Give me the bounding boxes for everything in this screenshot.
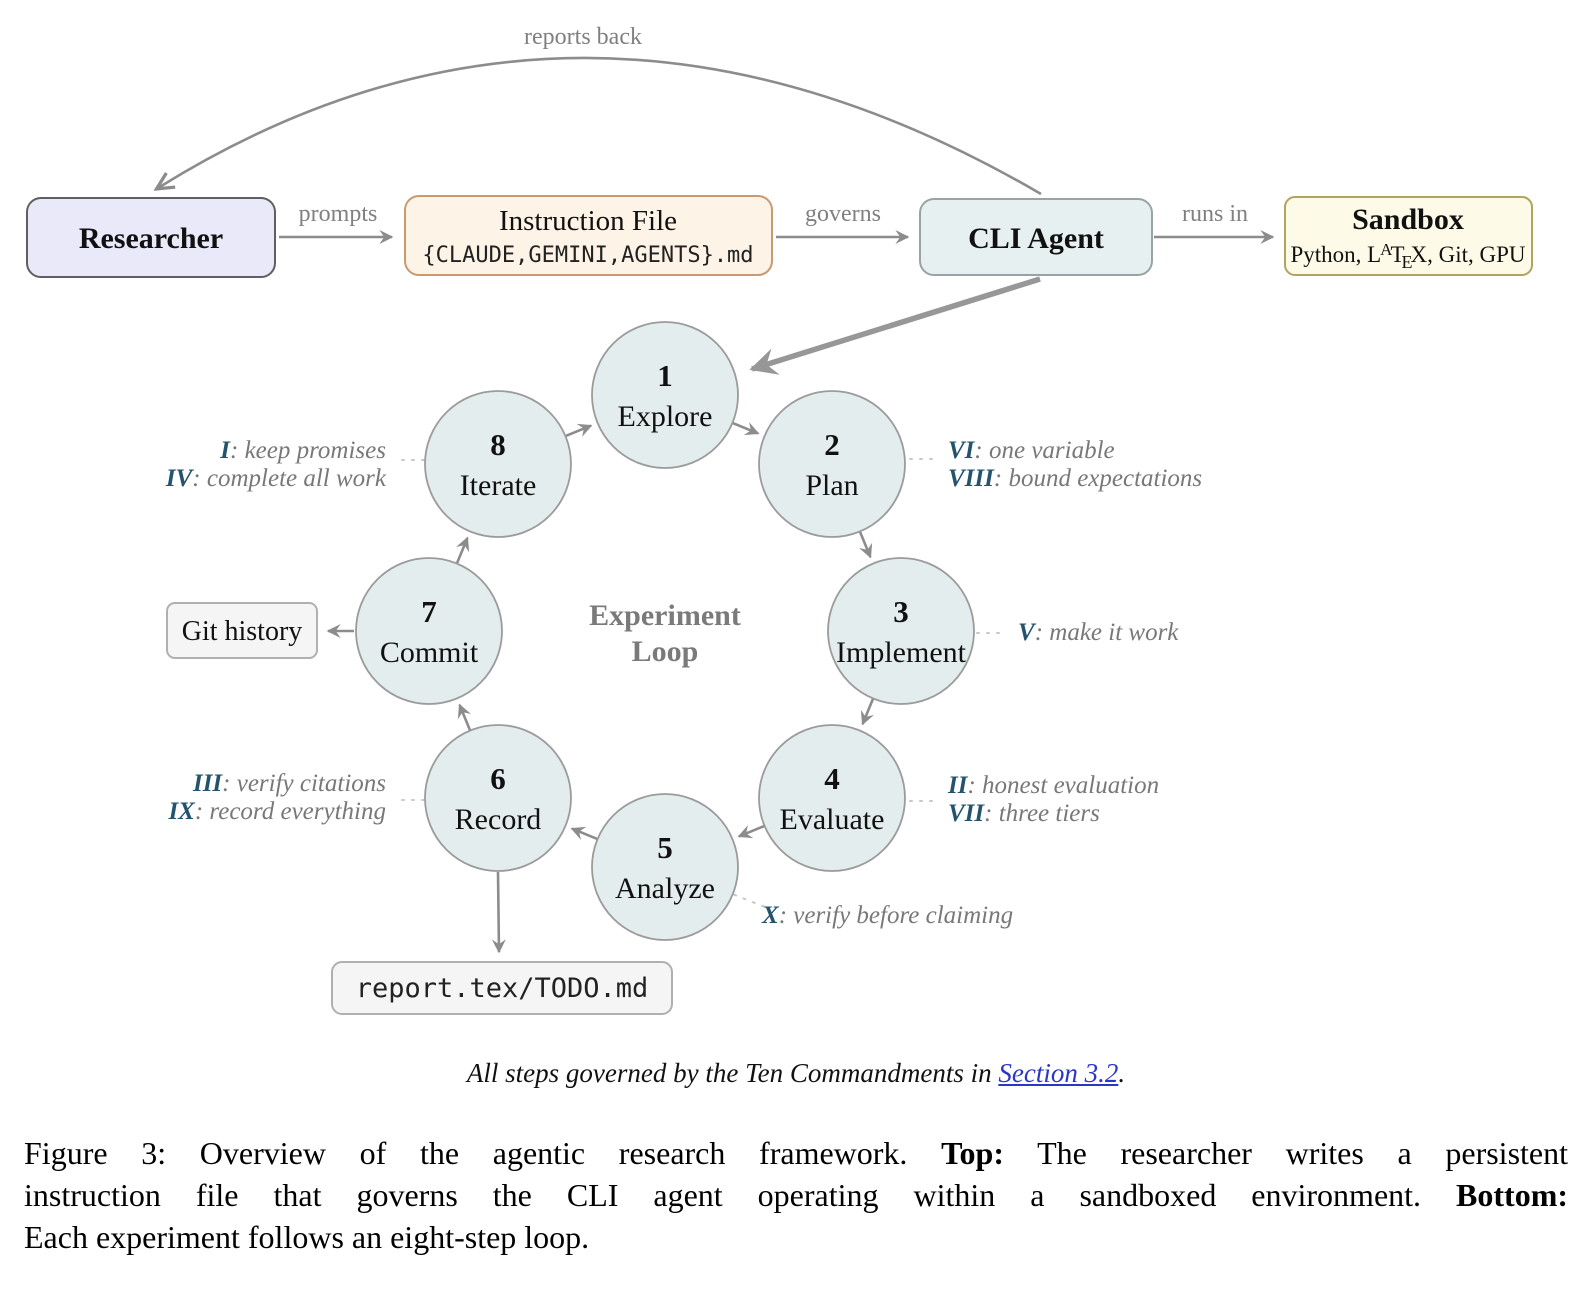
commandments-record [167,770,386,825]
loop-step-evaluate [759,725,905,871]
svg-text:4: 4 [824,761,840,796]
caption-line-3: Each experiment follows an eight-step loop. [24,1219,590,1255]
loop-step-explore [592,322,738,468]
instruction-file-node [405,196,772,275]
svg-text:Implement: Implement [836,636,966,669]
commandments-evaluate [947,772,1159,827]
governs-label: governs [805,201,881,227]
commandments-implement [1018,619,1179,646]
svg-text:IX: record everything: IX: record everything [168,798,386,825]
instruction-file-title: Instruction File [498,205,678,237]
note-suffix: . [1118,1058,1126,1088]
researcher-label: Researcher [78,222,224,255]
commandments-analyze [761,902,1013,929]
svg-text:IV: complete all work: IV: complete all work [165,465,386,492]
svg-text:VII: three tiers: VII: three tiers [948,800,1100,827]
svg-text:Evaluate: Evaluate [779,803,885,836]
svg-text:Plan: Plan [805,469,859,502]
git-history-label: Git history [181,616,303,647]
svg-text:8: 8 [490,427,506,462]
svg-text:II: honest evaluation: II: honest evaluation [948,772,1160,799]
caption-line-1: Figure 3: Overview of the agentic research framework. Top: The researcher writes a persistent [24,1135,1569,1171]
cli-agent-node [920,199,1152,275]
svg-text:1: 1 [657,358,673,393]
svg-text:Analyze: Analyze [615,872,715,905]
caption-top-label: Top: [941,1135,1004,1171]
svg-text:2: 2 [824,427,840,462]
svg-text:Commit: Commit [379,636,479,669]
loop-step-analyze [592,794,738,940]
svg-text:VI: one variable: VI: one variable [948,437,1115,464]
sandbox-subtitle: Python, LATEX, Git, GPU [1290,240,1526,272]
svg-text:VIII: bound expectations: VIII: bound expectations [948,465,1203,492]
cli-to-loop-arrow [752,279,1040,369]
loop-step-iterate [425,391,571,537]
svg-text:3: 3 [893,594,909,629]
runs-in-label: runs in [1182,201,1248,227]
caption-line-2: instruction file that governs the CLI agent operating within a sandboxed environment. Bottom: [24,1177,1568,1213]
cli-agent-label: CLI Agent [968,222,1104,255]
figure-caption [24,1132,1568,1258]
reports-back-arrow [158,58,1041,194]
researcher-node [27,198,275,277]
commandments-iterate [165,437,387,492]
commandments-plan [948,437,1202,492]
caption-bottom-label: Bottom: [1456,1177,1568,1213]
svg-text:7: 7 [421,594,437,629]
svg-text:5: 5 [657,830,673,865]
svg-text:I: keep promises: I: keep promises [220,437,386,464]
git-history-node [167,603,317,658]
section-3-2-link[interactable]: Section 3.2 [998,1058,1119,1088]
loop-step-plan [759,391,905,537]
svg-text:Iterate: Iterate [459,469,537,502]
loop-step-implement [828,558,974,704]
note-text: All steps governed by the Ten Commandments in [466,1058,999,1088]
report-file-label: report.tex/TODO.md [355,973,649,1004]
svg-text:Record: Record [454,803,542,836]
sandbox-node [1285,197,1532,275]
svg-text:6: 6 [490,761,506,796]
loop-step-record [425,725,571,871]
loop-title-line1: Experiment [589,599,741,632]
diagram-note [0,1058,1592,1089]
sandbox-title: Sandbox [1352,203,1464,236]
svg-text:V: make it work: V: make it work [1018,619,1179,646]
prompts-label: prompts [298,201,378,227]
reports-back-label: reports back [524,24,642,50]
report-file-node [332,962,672,1014]
record-to-report-arrow [498,872,499,952]
svg-text:X: verify before claiming: X: verify before claiming [762,902,1014,929]
loop-step-commit [356,558,502,704]
instruction-file-filename: {CLAUDE,GEMINI,AGENTS}.md [422,243,754,268]
svg-text:Explore: Explore [617,400,713,433]
svg-text:III: verify citations: III: verify citations [192,770,386,797]
loop-title-line2: Loop [631,635,699,668]
